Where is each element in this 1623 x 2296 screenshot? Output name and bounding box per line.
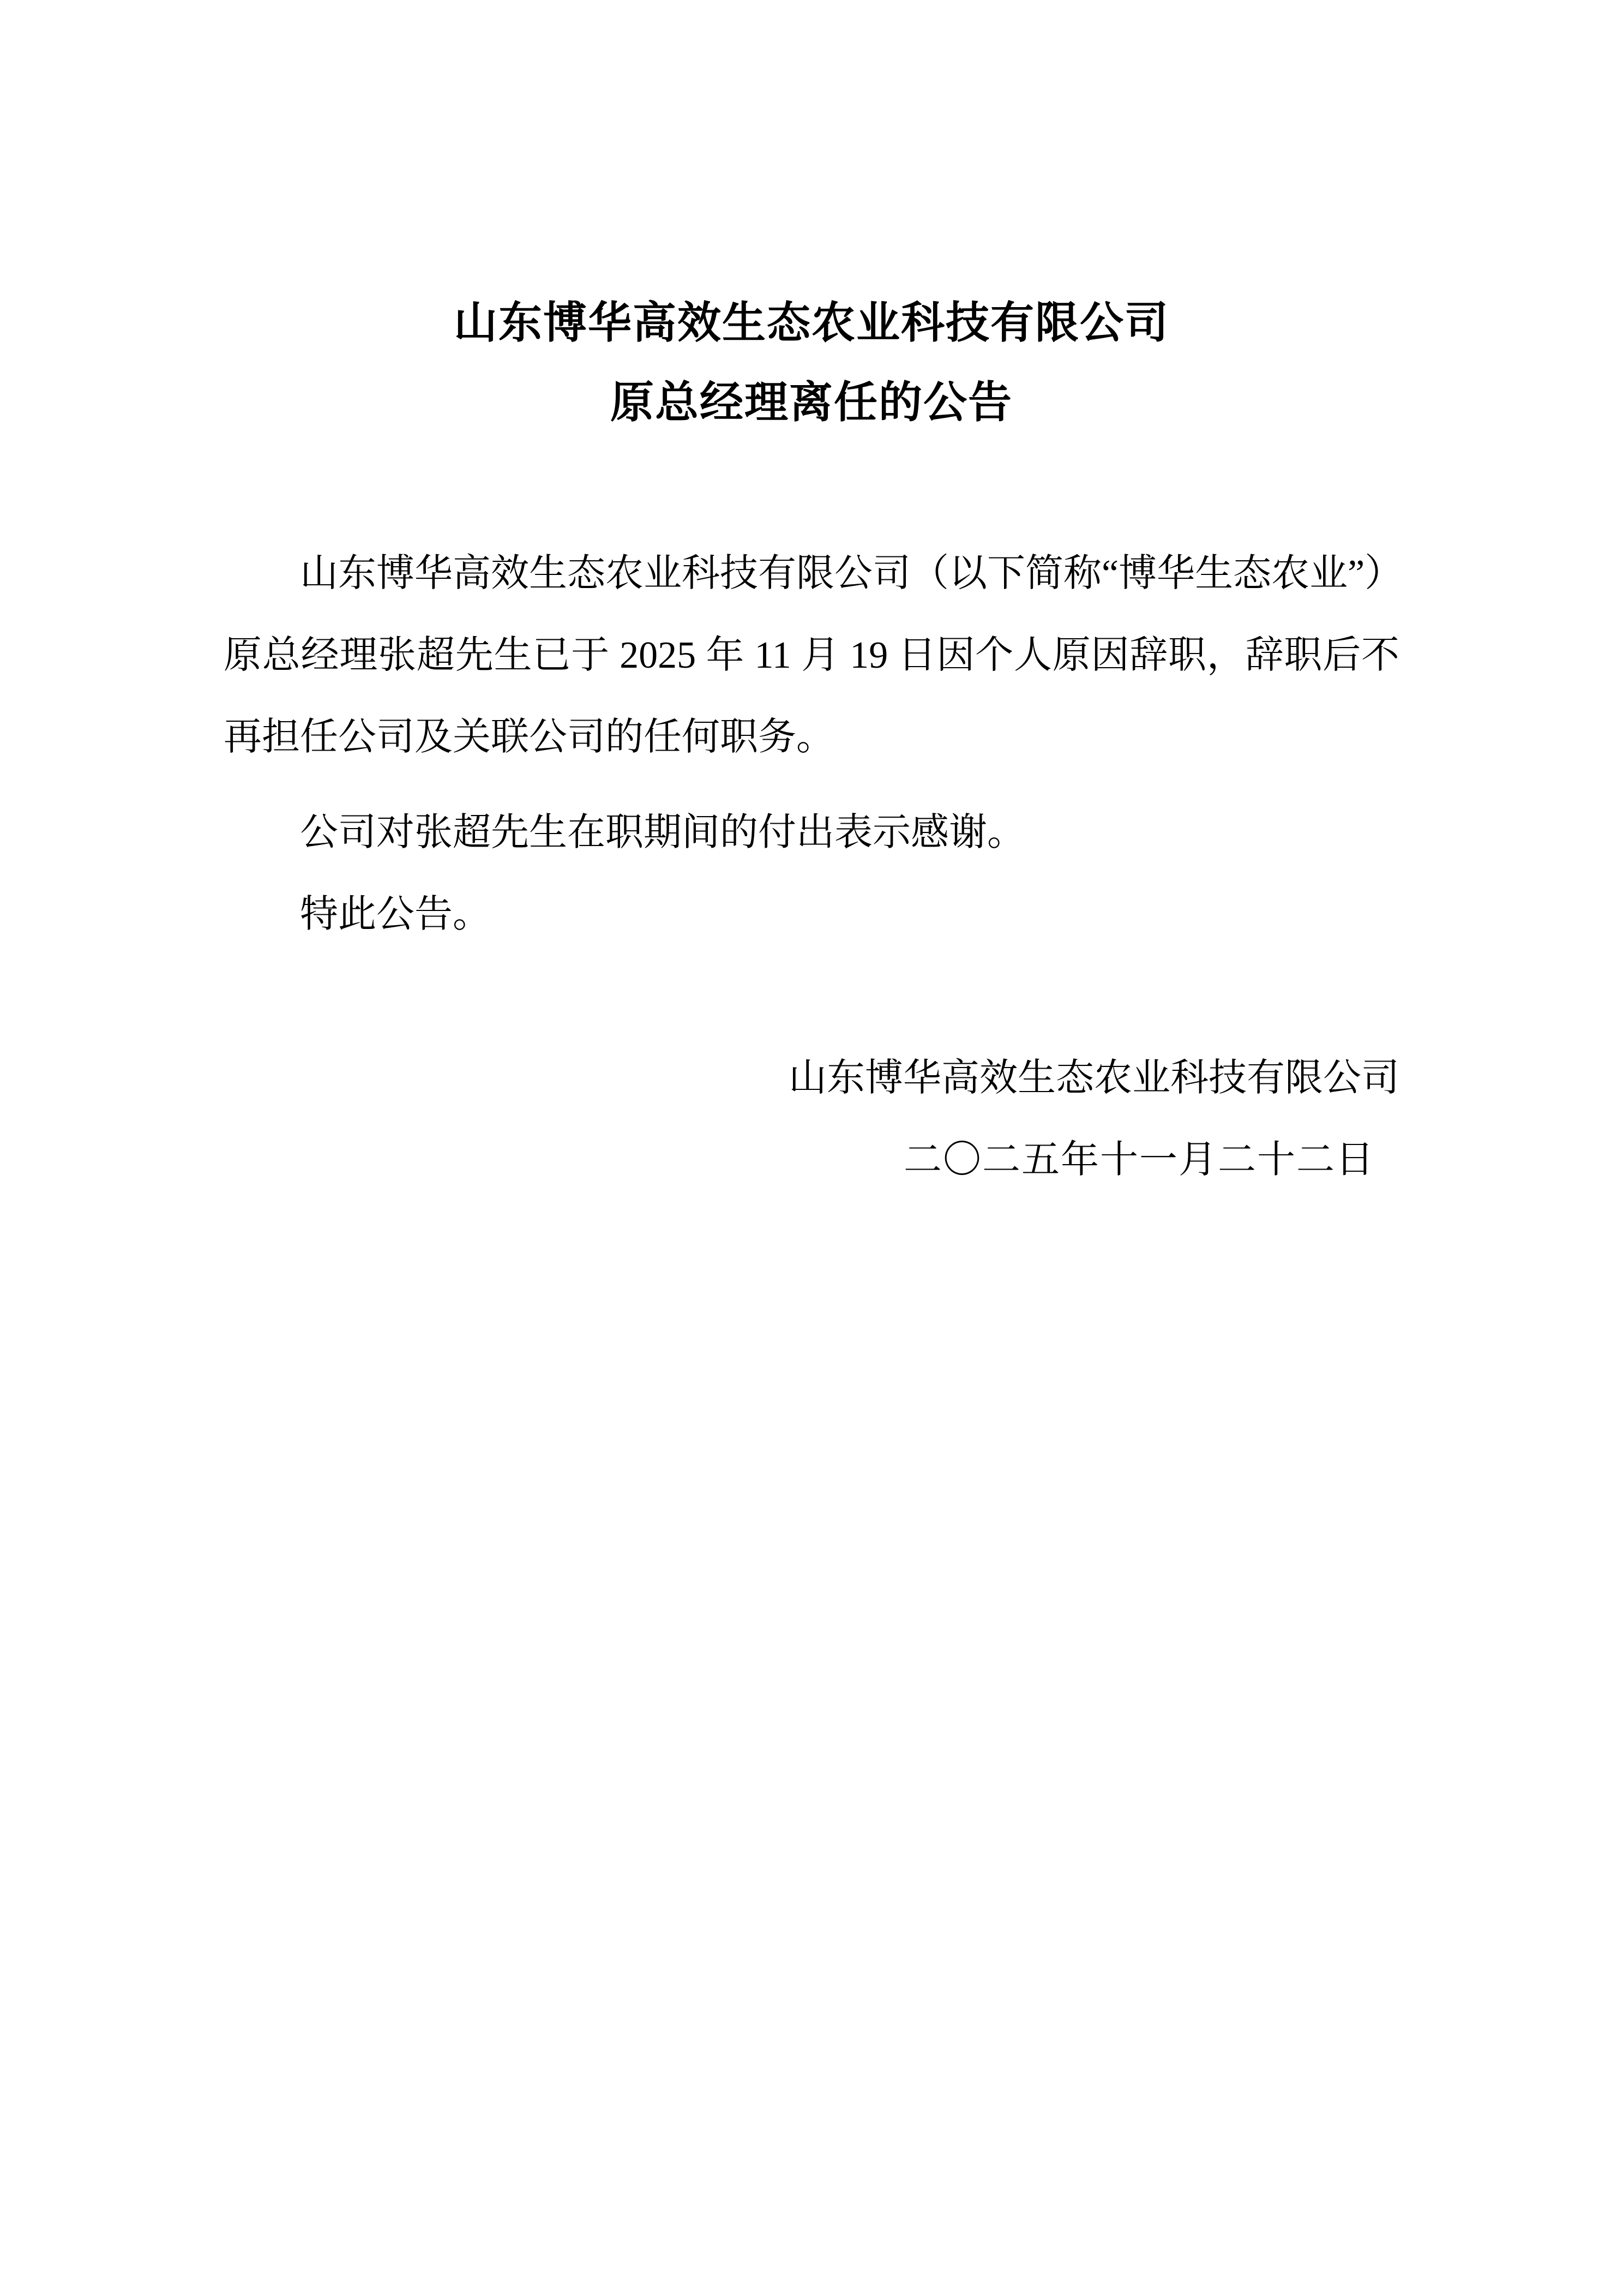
- signature-block: [224, 1038, 1399, 1201]
- document-title-subject-line: 原总经理离任的公告: [610, 379, 1013, 427]
- paragraph1-line2: 原总经理张超先生已于 2025 年 11 月 19 日因个人原因辞职，辞职后不: [224, 634, 1399, 676]
- paragraph2-thanks: 公司对张超先生在职期间的付出表示感谢。: [300, 812, 1025, 854]
- paragraph1-line1: 山东博华高效生态农业科技有限公司（以下简称“博华生态农业”）: [300, 553, 1403, 595]
- paragraph3-hereby-announced: 特此公告。: [300, 894, 491, 936]
- signature-company-name: 山东博华高效生态农业科技有限公司: [789, 1057, 1399, 1099]
- document-title-company-line: 山东博华高效生态农业科技有限公司: [454, 299, 1169, 347]
- document-body: [224, 533, 1403, 956]
- signature-date: 二〇二五年十一月二十二日: [904, 1139, 1375, 1181]
- paragraph1-line3: 再担任公司及关联公司的任何职务。: [224, 716, 834, 758]
